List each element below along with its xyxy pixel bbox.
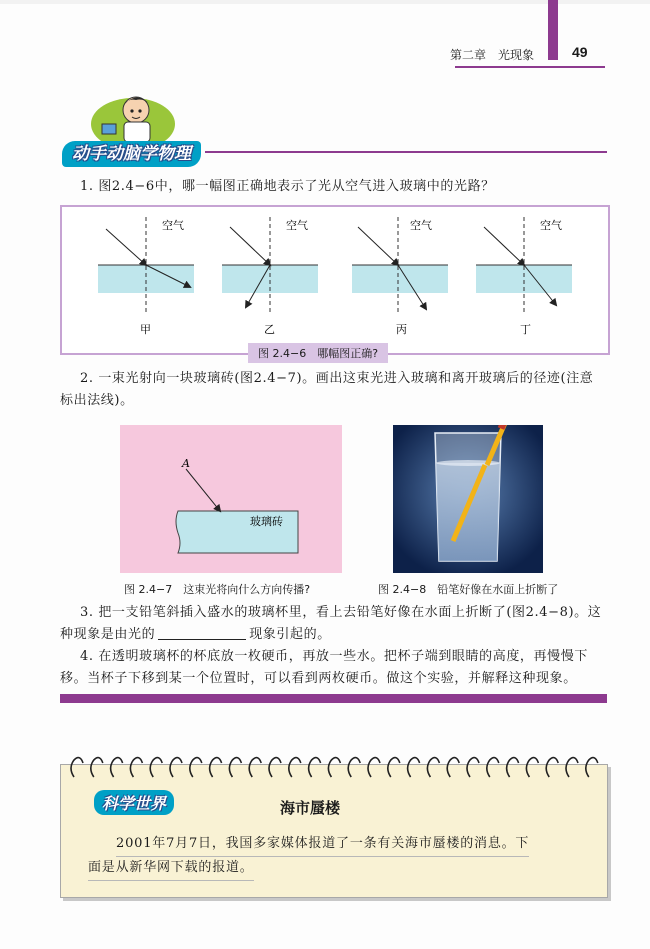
spiral-ring — [71, 758, 83, 777]
panel-air-label: 空气 — [410, 219, 432, 232]
article-paragraph: 2001年7月7日，我国多家媒体报道了一条有关海市蜃楼的消息。下 — [116, 832, 529, 857]
article-paragraph-cont: 面是从新华网下载的报道。 — [88, 856, 254, 881]
mascot-boy-icon — [88, 84, 178, 146]
section-banner: 动手动脑学物理 — [62, 141, 201, 167]
science-world-badge: 科学世界 — [94, 790, 174, 815]
header-rule — [455, 66, 605, 68]
chapter-tab-marker — [548, 0, 558, 60]
panel-air-label: 空气 — [162, 219, 184, 232]
spiral-ring — [447, 758, 459, 777]
answer-blank[interactable] — [158, 625, 246, 640]
spiral-ring — [210, 758, 222, 777]
question-2: 2. 一束光射向一块玻璃砖(图2.4−7)。画出这束光进入玻璃和离开玻璃后的径迹(注意 — [80, 371, 594, 386]
spiral-ring — [249, 758, 261, 777]
spiral-ring — [526, 758, 538, 777]
glass-block-diagram — [120, 425, 342, 573]
panel-name-label: 丙 — [396, 323, 407, 336]
spiral-ring — [467, 758, 479, 777]
question-1: 1. 图2.4−6中，哪一幅图正确地表示了光从空气进入玻璃中的光路？ — [80, 179, 495, 194]
spiral-ring — [111, 758, 123, 777]
figure-2-4-8-photo — [393, 425, 543, 573]
question-4-cont: 移。当杯子下移到某一个位置时，可以看到两枚硬币。做这个实验，并解释这种现象。 — [60, 671, 577, 686]
question-3-cont — [60, 624, 331, 646]
page-number: 49 — [572, 44, 588, 60]
spiral-ring — [229, 758, 241, 777]
spiral-ring — [427, 758, 439, 777]
article-title: 海市蜃楼 — [280, 799, 341, 817]
ray-label: A — [182, 457, 190, 470]
question-2-cont: 标出法线)。 — [60, 393, 134, 408]
spiral-ring — [388, 758, 400, 777]
panel-name-label: 乙 — [264, 323, 275, 336]
spiral-ring — [368, 758, 380, 777]
question-3: 3. 把一支铅笔斜插入盛水的玻璃杯里，看上去铅笔好像在水面上折断了(图2.4−8)。这 — [80, 605, 602, 620]
question-3-suffix: 现象引起的。 — [249, 627, 331, 642]
spiral-ring — [348, 758, 360, 777]
question-4: 4. 在透明玻璃杯的杯底放一枚硬币，再放一些水。把杯子端到眼睛的高度，再慢慢下 — [80, 649, 588, 664]
figure-caption: 图 2.4−8 铅笔好像在水面上折断了 — [378, 583, 559, 596]
panel-bing — [352, 217, 448, 313]
spiral-binding-icon — [60, 755, 606, 781]
panel-name-label: 甲 — [140, 323, 151, 336]
panel-name-label: 丁 — [520, 323, 531, 336]
figure-2-4-7 — [120, 425, 342, 573]
spiral-ring — [487, 758, 499, 777]
refraction-diagrams — [62, 207, 608, 353]
spiral-ring — [190, 758, 202, 777]
spiral-ring — [328, 758, 340, 777]
section-rule — [205, 151, 607, 153]
spiral-ring — [91, 758, 103, 777]
spiral-ring — [309, 758, 321, 777]
spiral-ring — [170, 758, 182, 777]
block-label: 玻璃砖 — [250, 515, 283, 528]
chapter-title: 第二章 光现象 — [450, 48, 535, 62]
spiral-ring — [130, 758, 142, 777]
spiral-ring — [408, 758, 420, 777]
spiral-ring — [546, 758, 558, 777]
spiral-ring — [566, 758, 578, 777]
section-divider — [60, 694, 607, 703]
spiral-ring — [289, 758, 301, 777]
panel-air-label: 空气 — [540, 219, 562, 232]
figure-2-4-6 — [60, 205, 610, 355]
pencil-in-glass-photo — [393, 425, 543, 573]
spiral-ring — [507, 758, 519, 777]
figure-caption: 图 2.4−6 哪幅图正确? — [248, 343, 388, 363]
question-3-prefix: 种现象是由光的 — [60, 627, 156, 642]
panel-air-label: 空气 — [286, 219, 308, 232]
spiral-ring — [150, 758, 162, 777]
figure-caption: 图 2.4−7 这束光将向什么方向传播? — [124, 583, 311, 596]
spiral-ring — [269, 758, 281, 777]
spiral-ring — [586, 758, 598, 777]
